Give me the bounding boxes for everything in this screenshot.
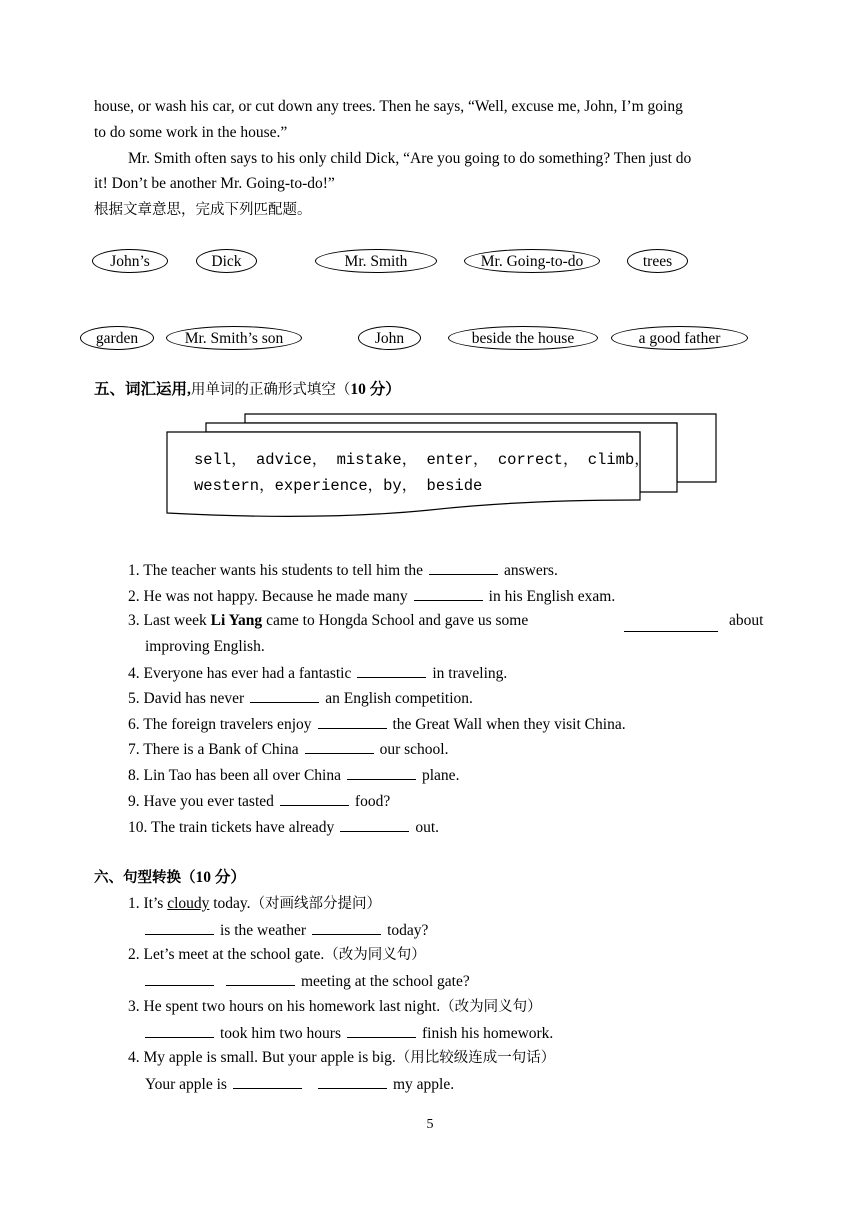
answer-blank[interactable] — [312, 920, 381, 935]
transform-q3: 3. He spent two hours on his homework last night.（改为同义句） — [128, 998, 542, 1015]
passage-line-4: it! Don’t be another Mr. Going-to-do!” — [94, 175, 335, 192]
answer-blank[interactable] — [305, 739, 374, 754]
answer-blank[interactable] — [250, 688, 319, 703]
answer-blank[interactable] — [624, 617, 718, 632]
answer-blank[interactable] — [226, 971, 295, 986]
vocab-q4: 4. Everyone has ever had a fantastic in traveling. — [128, 665, 508, 682]
transform-q2-answer: meeting at the school gate? — [145, 971, 470, 992]
answer-blank[interactable] — [145, 1023, 214, 1038]
passage-line-3: Mr. Smith often says to his only child Dick, “Are you going to do something? Then just do — [128, 150, 692, 167]
vocab-q2: 2. He was not happy. Because he made many in his English exam. — [128, 588, 616, 605]
vocab-q8: 8. Lin Tao has been all over China plane. — [128, 767, 460, 784]
vocab-q3-about: about — [729, 612, 764, 629]
match-oval[interactable]: Mr. Going-to-do — [464, 249, 600, 273]
answer-blank[interactable] — [318, 1074, 387, 1089]
vocab-q3-line2: improving English. — [145, 638, 265, 655]
answer-blank[interactable] — [145, 971, 214, 986]
transform-q1: 1. It’s cloudy today.（对画线部分提问） — [128, 895, 382, 912]
section6-score: 10 分） — [195, 869, 246, 886]
answer-blank[interactable] — [233, 1074, 302, 1089]
transform-q4-answer: Your apple is my apple. — [145, 1076, 455, 1093]
match-oval[interactable]: John — [358, 326, 421, 350]
vocab-q5: 5. David has never an English competition. — [128, 690, 473, 707]
vocab-q3-line1: 3. Last week Li Yang came to Hongda School and gave us some — [128, 612, 529, 629]
answer-blank[interactable] — [347, 765, 416, 780]
vocab-q9: 9. Have you ever tasted food? — [128, 793, 391, 810]
section5-title: 五、词汇运用, — [94, 381, 191, 398]
match-oval[interactable]: trees — [627, 249, 688, 273]
answer-blank[interactable] — [145, 920, 214, 935]
page-number: 5 — [426, 1117, 434, 1132]
answer-blank[interactable] — [357, 663, 426, 678]
matching-instruction: 根据文章意思，完成下列匹配题。 — [94, 202, 312, 218]
section5-title-rest: 用单词的正确形式填空（ — [190, 382, 351, 398]
vocab-q1: 1. The teacher wants his students to tell him the answers. — [128, 562, 558, 579]
match-oval[interactable]: John’s — [92, 249, 168, 273]
answer-blank[interactable] — [347, 1023, 416, 1038]
match-oval[interactable]: Mr. Smith — [315, 249, 437, 273]
answer-blank[interactable] — [340, 817, 409, 832]
passage-line-2: to do some work in the house.” — [94, 124, 288, 141]
vocab-q7: 7. There is a Bank of China our school. — [128, 741, 449, 758]
vocab-q10: 10. The train tickets have already out. — [128, 819, 439, 836]
word-bank-line-1: sell， advice， mistake， enter， correct， climb， — [194, 451, 650, 469]
answer-blank[interactable] — [414, 586, 483, 601]
answer-blank[interactable] — [429, 560, 498, 575]
section6-heading — [94, 868, 246, 888]
transform-q1-answer: is the weather today? — [145, 920, 428, 941]
match-oval[interactable]: garden — [80, 326, 154, 350]
answer-blank[interactable] — [280, 791, 349, 806]
transform-q4: 4. My apple is small. But your apple is big.（用比较级连成一句话） — [128, 1049, 556, 1066]
answer-blank[interactable] — [318, 714, 387, 729]
match-oval[interactable]: Dick — [196, 249, 257, 273]
match-oval[interactable]: beside the house — [448, 326, 598, 350]
vocab-q6: 6. The foreign travelers enjoy the Great Wall when they visit China. — [128, 716, 626, 733]
transform-q3-answer: took him two hours finish his homework. — [145, 1023, 553, 1044]
match-oval[interactable]: Mr. Smith’s son — [166, 326, 302, 350]
match-oval[interactable]: a good father — [611, 326, 748, 350]
word-bank-line-2: western，experience，by， beside — [194, 477, 483, 495]
underlined-word: cloudy — [167, 895, 210, 912]
transform-q2: 2. Let’s meet at the school gate.（改为同义句） — [128, 946, 426, 963]
passage-line-1: house, or wash his car, or cut down any trees. Then he says, “Well, excuse me, John, I’m going — [94, 98, 683, 115]
section5-score: 10 分） — [350, 381, 401, 398]
section6-title: 六、句型转换（ — [94, 870, 196, 886]
